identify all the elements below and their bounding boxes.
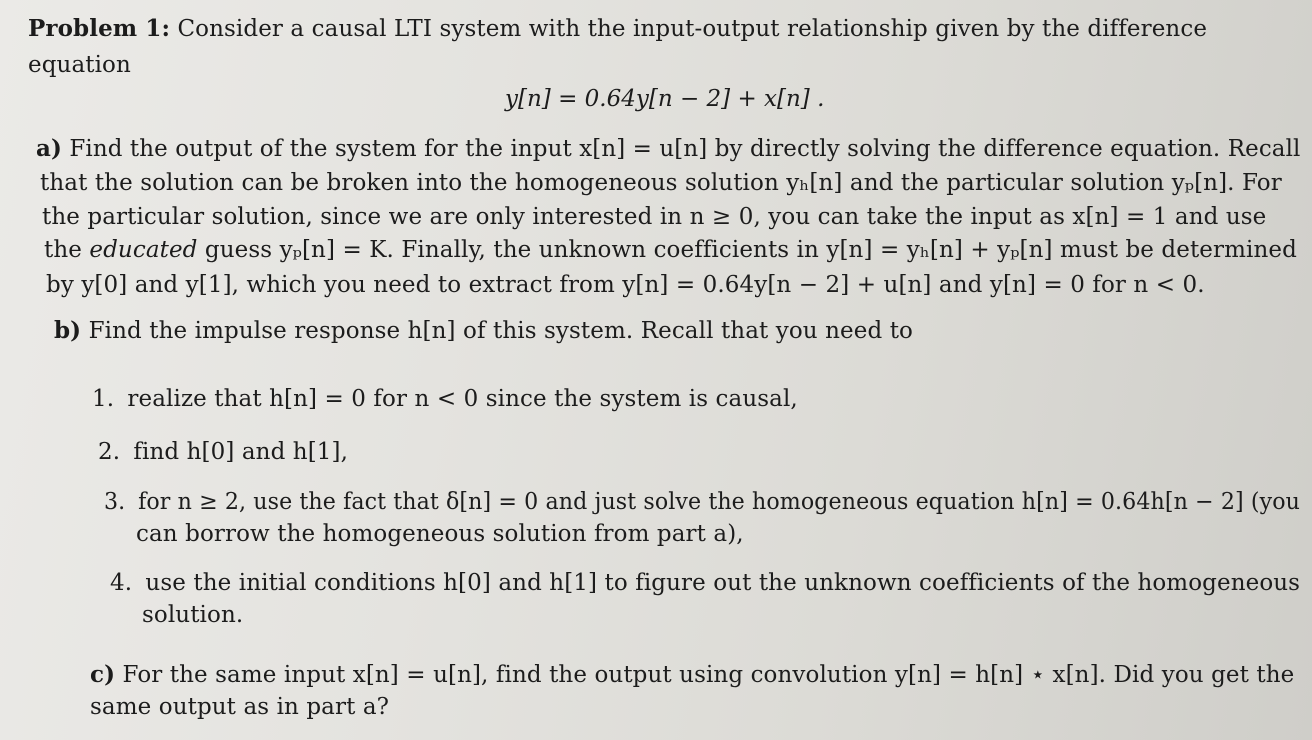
educated-word: educated bbox=[89, 237, 198, 263]
part-b-item-1 bbox=[92, 384, 798, 414]
part-a-line-1 bbox=[36, 134, 1300, 164]
part-a-line-2: that the solution can be broken into the homogeneous solution yₕ[n] and the particular solution yₚ[n]. For bbox=[40, 170, 1282, 196]
part-b-text-1: Find the impulse response h[n] of this system. Recall that you need to bbox=[88, 318, 913, 344]
part-b-item-3 bbox=[104, 487, 1300, 517]
part-c-line-2: same output as in part a? bbox=[90, 694, 390, 720]
problem-intro-line-1 bbox=[28, 14, 1207, 44]
item-number: 2. bbox=[98, 439, 121, 465]
part-a-line-4-post: guess yₚ[n] = K. Finally, the unknown coefficients in y[n] = yₕ[n] + yₚ[n] must be determined bbox=[197, 237, 1297, 263]
problem-heading: Problem 1: bbox=[28, 15, 171, 42]
item-text: for n ≥ 2, use the fact that δ[n] = 0 and just solve the homogeneous equation h[n] = 0.64h[n − 2] (you bbox=[138, 489, 1300, 515]
part-a-line-4 bbox=[44, 235, 1297, 265]
part-b-label: b) bbox=[54, 317, 82, 344]
item-text: realize that h[n] = 0 for n < 0 since the system is causal, bbox=[127, 386, 798, 412]
item-text: use the initial conditions h[0] and h[1] to figure out the unknown coefficients of the homogeneous bbox=[145, 570, 1301, 596]
part-b-item-4 bbox=[110, 568, 1300, 598]
part-c-text-1: For the same input x[n] = u[n], find the output using convolution y[n] = h[n] ⋆ x[n]. Did you get the bbox=[122, 662, 1295, 688]
part-a-line-5: by y[0] and y[1], which you need to extract from y[n] = 0.64y[n − 2] + u[n] and y[n] = 0 for n < 0. bbox=[46, 272, 1205, 298]
part-a-line-3: the particular solution, since we are only interested in n ≥ 0, you can take the input as x[n] = 1 and use bbox=[42, 204, 1267, 230]
item-number: 3. bbox=[104, 489, 126, 515]
part-a-text-1: Find the output of the system for the input x[n] = u[n] by directly solving the difference equation. Recall bbox=[69, 136, 1301, 162]
problem-intro-text: Consider a causal LTI system with the input-output relationship given by the difference bbox=[177, 16, 1208, 42]
part-b-item-2 bbox=[98, 437, 348, 467]
item-number: 4. bbox=[110, 570, 133, 596]
part-b-item-3-line-2: can borrow the homogeneous solution from part a), bbox=[136, 521, 744, 547]
part-c-line-1 bbox=[90, 660, 1294, 690]
item-text: find h[0] and h[1], bbox=[133, 439, 349, 465]
part-a-line-4-pre: the bbox=[44, 237, 90, 263]
difference-equation: y[n] = 0.64y[n − 2] + x[n] . bbox=[505, 86, 825, 112]
part-b-item-4-line-2: solution. bbox=[142, 602, 244, 628]
part-a-label: a) bbox=[36, 135, 62, 162]
item-number: 1. bbox=[92, 386, 115, 412]
part-c-label: c) bbox=[90, 661, 116, 688]
problem-intro-line-2: equation bbox=[28, 52, 131, 78]
part-b-line-1 bbox=[54, 316, 913, 346]
